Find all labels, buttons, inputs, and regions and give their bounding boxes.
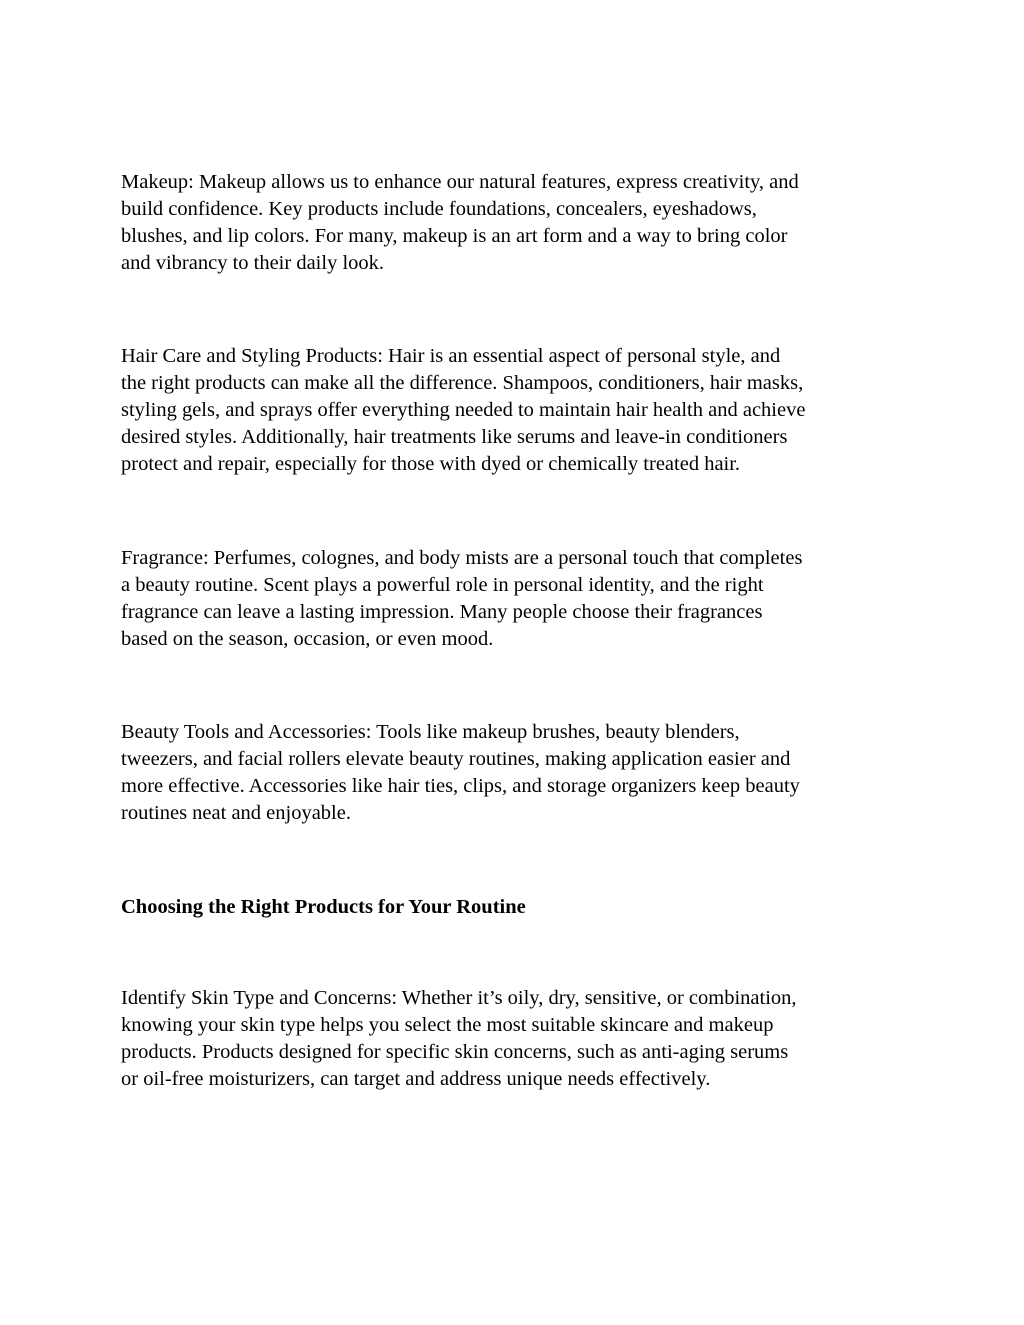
text-line: routines neat and enjoyable. [121, 802, 351, 824]
text-line: based on the season, occasion, or even mood. [121, 628, 494, 650]
text-line: knowing your skin type helps you select the most suitable skincare and makeup [121, 1014, 774, 1036]
paragraph-hair-care [121, 343, 911, 478]
text-line: Fragrance: Perfumes, colognes, and body mists are a personal touch that completes [121, 547, 803, 569]
heading-text: Choosing the Right Products for Your Routine [121, 896, 526, 918]
text-line: and vibrancy to their daily look. [121, 252, 385, 274]
paragraph-beauty-tools [121, 719, 911, 827]
text-line: Identify Skin Type and Concerns: Whether it’s oily, dry, sensitive, or combination, [121, 987, 797, 1009]
text-line: the right products can make all the difference. Shampoos, conditioners, hair masks, [121, 372, 804, 394]
text-line: blushes, and lip colors. For many, makeup is an art form and a way to bring color [121, 225, 788, 247]
paragraph-skin-type [121, 985, 911, 1093]
text-line: styling gels, and sprays offer everything needed to maintain hair health and achieve [121, 399, 806, 421]
text-line: protect and repair, especially for those with dyed or chemically treated hair. [121, 453, 741, 475]
text-line: products. Products designed for specific skin concerns, such as anti-aging serums [121, 1041, 789, 1063]
text-line: build confidence. Key products include foundations, concealers, eyeshadows, [121, 198, 757, 220]
text-line: Beauty Tools and Accessories: Tools like makeup brushes, beauty blenders, [121, 721, 740, 743]
paragraph-fragrance [121, 545, 911, 653]
text-line: a beauty routine. Scent plays a powerful role in personal identity, and the right [121, 574, 764, 596]
section-heading [121, 894, 911, 921]
text-line: Makeup: Makeup allows us to enhance our natural features, express creativity, and [121, 171, 799, 193]
text-line: tweezers, and facial rollers elevate beauty routines, making application easier and [121, 748, 791, 770]
text-line: or oil-free moisturizers, can target and address unique needs effectively. [121, 1068, 711, 1090]
text-line: more effective. Accessories like hair ties, clips, and storage organizers keep beauty [121, 775, 800, 797]
text-line: Hair Care and Styling Products: Hair is an essential aspect of personal style, and [121, 345, 781, 367]
paragraph-makeup [121, 169, 911, 277]
text-line: desired styles. Additionally, hair treatments like serums and leave-in conditioners [121, 426, 788, 448]
text-line: fragrance can leave a lasting impression. Many people choose their fragrances [121, 601, 763, 623]
